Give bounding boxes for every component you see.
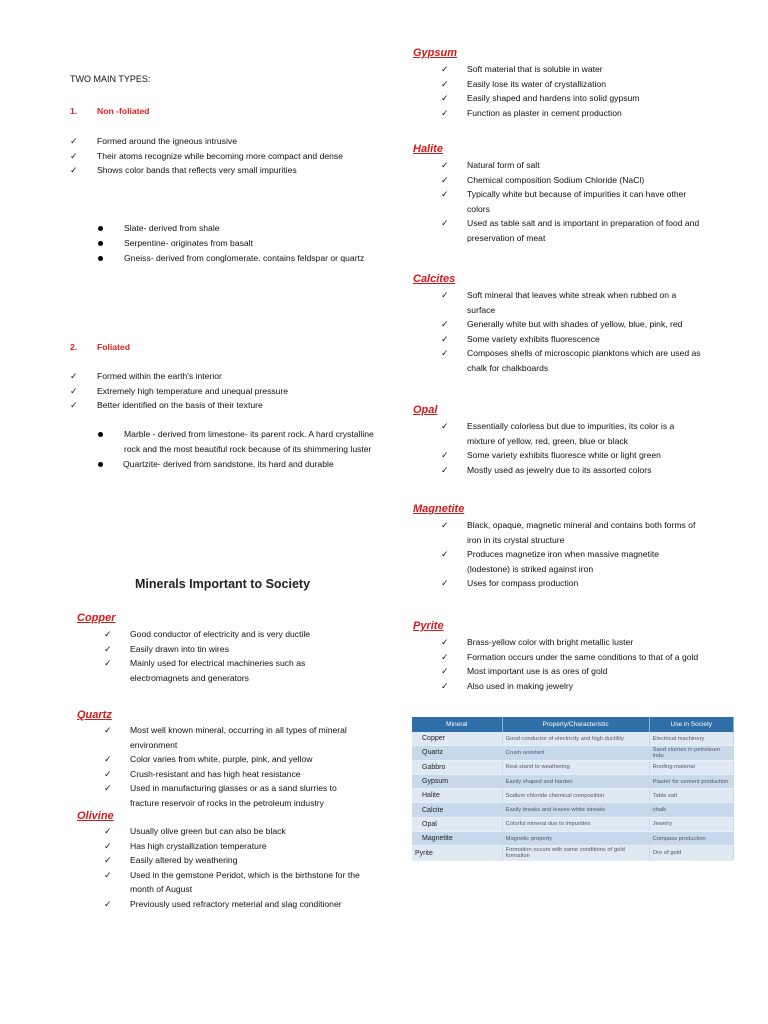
list-item-text: Used as table salt and is important in preparation of food and (467, 218, 700, 229)
minerals-section-title: Minerals Important to Society (135, 577, 311, 591)
table-cell: Calcite (412, 803, 502, 817)
table-cell: Magnetite (412, 832, 502, 846)
list-item-text: electromagnets and generators (130, 672, 249, 683)
table-cell: Crush resistant (502, 746, 649, 760)
list-item-text: Formed within the earth's interior (97, 371, 222, 381)
bullet-item-text: Quartzite- derived from sandstone, its hard and durable (123, 459, 334, 470)
list-item-text: Chemical composition Sodium Chloride (NaCl) (467, 174, 645, 185)
list-item-text: Easily altered by weathering (130, 855, 238, 866)
table-row (412, 832, 734, 846)
check-icon: ✓ (441, 651, 449, 662)
table-cell: Plaster for cement production (649, 774, 733, 788)
list-item-text: Has high crystallization temperature (130, 840, 267, 851)
table-cell: Gabbro (412, 760, 502, 774)
bullet-dot (98, 432, 103, 437)
list-item-text: Extremely high temperature and unequal pressure (97, 385, 289, 396)
halite-heading: Halite (413, 143, 443, 155)
list-item-text: chalk for chalkboards (467, 363, 549, 373)
table-header-cell: Mineral (412, 717, 502, 732)
list-item-text: Easily lose its water of crystallization (467, 78, 606, 89)
table-row (412, 846, 734, 860)
check-icon: ✓ (70, 165, 78, 176)
list-item-text: surface (467, 304, 496, 315)
check-icon: ✓ (441, 290, 449, 300)
list-item-text: Mainly used for electrical machineries such as (130, 658, 306, 669)
list-item-text: Their atoms recognize while becoming more compact and dense (97, 150, 344, 161)
table-row (412, 803, 734, 817)
list-item-text: mixture of yellow, red, green, blue or black (467, 435, 628, 446)
bullet-item-text: Slate- derived from shale (124, 223, 220, 233)
check-icon: ✓ (104, 783, 112, 794)
list-item-text: Composes shells of microscopic planktons which are used as (467, 348, 701, 359)
check-icon: ✓ (441, 174, 449, 185)
olivine-heading: Olivine (77, 810, 114, 822)
table-row (412, 817, 734, 831)
check-icon: ✓ (104, 725, 112, 735)
table-cell: Compass production (649, 832, 733, 846)
nonfoliated-number: 1. (70, 106, 78, 116)
check-icon: ✓ (70, 371, 78, 381)
table-cell: Easily shaped and harden (502, 774, 649, 788)
list-item-text: iron in its crystal structure (467, 534, 565, 545)
check-icon: ✓ (441, 78, 449, 89)
table-cell: Table salt (649, 789, 733, 803)
list-item-text: fracture reservoir of rocks in the petroleum industry (130, 798, 324, 808)
check-icon: ✓ (441, 464, 449, 475)
table-row (412, 774, 734, 788)
check-icon: ✓ (441, 421, 449, 431)
table-cell: Halite (412, 789, 502, 803)
table-cell: Formation occurs with same conditions of gold formation (502, 846, 649, 860)
check-icon: ✓ (441, 578, 449, 589)
list-item-text: Easily shaped and hardens into solid gypsum (467, 93, 640, 104)
check-icon: ✓ (441, 680, 449, 691)
opal-heading: Opal (413, 404, 438, 416)
table-cell: Good conductor of electricity and high ductility (502, 732, 649, 746)
check-icon: ✓ (441, 520, 449, 530)
list-item-text: Uses for compass production (467, 578, 579, 589)
check-icon: ✓ (70, 136, 78, 146)
list-item-text: Used in manufacturing glasses or as a sand slurries to (130, 783, 337, 794)
check-icon: ✓ (441, 160, 449, 170)
list-item-text: Natural form of salt (467, 160, 540, 170)
check-icon: ✓ (104, 826, 112, 836)
table-header-cell: Use in Society (649, 717, 733, 732)
table-cell: Pyrite (412, 846, 502, 860)
check-icon: ✓ (441, 348, 449, 359)
list-item-text: Essentially colorless but due to impurities, its color is a (467, 421, 675, 431)
bullet-dot (98, 241, 103, 246)
bullet-item-text: rock and the most beautiful rock because of its shimmering luster (124, 443, 372, 454)
list-item-text: (lodestone) is striked against iron (467, 563, 594, 574)
check-icon: ✓ (70, 150, 78, 161)
table-cell: Gypsum (412, 774, 502, 788)
list-item-text: Some variety exhibits fluorescence (467, 333, 600, 344)
table-row (412, 789, 734, 803)
list-item-text: Crush-resistant and has high heat resistance (130, 768, 301, 779)
table-cell: Copper (412, 732, 502, 746)
check-icon: ✓ (70, 385, 78, 396)
mineral-summary-table (412, 717, 734, 861)
check-icon: ✓ (441, 450, 449, 461)
list-item-text: Usually olive green but can also be black (130, 826, 286, 836)
table-cell: Sand slurries in petroleum indu (649, 746, 733, 760)
list-item-text: Color varies from white, purple, pink, and yellow (130, 754, 313, 765)
check-icon: ✓ (104, 869, 112, 880)
check-icon: ✓ (441, 637, 449, 647)
quartz-heading: Quartz (77, 709, 112, 721)
table-cell: Quartz (412, 746, 502, 760)
list-item-text: Produces magnetize iron when massive magnetite (467, 549, 660, 560)
list-item-text: colors (467, 203, 490, 214)
list-item-text: Also used in making jewelry (467, 680, 574, 691)
pyrite-heading: Pyrite (413, 620, 444, 632)
check-icon: ✓ (104, 899, 112, 909)
gypsum-heading: Gypsum (413, 47, 458, 59)
calcites-heading: Calcites (413, 273, 456, 285)
two-main-types-heading: TWO MAIN TYPES: (70, 74, 151, 84)
list-item-text: Previously used refractory meterial and slag conditioner (130, 899, 342, 909)
check-icon: ✓ (104, 840, 112, 851)
table-header-cell: Property/Characteristic (502, 717, 649, 732)
foliated-title: Foliated (97, 342, 130, 352)
table-cell: chalk (649, 803, 733, 817)
table-row (412, 746, 734, 760)
list-item-text: Better identified on the basis of their texture (97, 400, 263, 411)
bullet-dot (98, 462, 103, 467)
bullet-item-text: Marble - derived from limestone- its parent rock. A hard crystalline (124, 429, 374, 439)
check-icon: ✓ (104, 629, 112, 639)
table-row (412, 760, 734, 774)
table-cell: Jewelry (649, 817, 733, 831)
list-item-text: month of August (130, 884, 193, 895)
table-cell: Opal (412, 817, 502, 831)
check-icon: ✓ (104, 855, 112, 866)
list-item-text: Used in the gemstone Peridot, which is the birthstone for the (130, 869, 360, 880)
copper-heading: Copper (77, 612, 116, 624)
check-icon: ✓ (441, 666, 449, 677)
nonfoliated-title: Non -foliated (97, 106, 150, 116)
list-item-text: Most important use is as ores of gold (467, 666, 608, 677)
table-cell: Roofing material (649, 760, 733, 774)
table-cell: Ore of gold (649, 846, 733, 860)
bullet-dot (98, 226, 103, 231)
table-cell: Easily breaks and leaves white streaks (502, 803, 649, 817)
check-icon: ✓ (104, 658, 112, 669)
bullet-dot (98, 256, 103, 261)
list-item-text: Good conductor of electricity and is very ductile (130, 629, 311, 639)
list-item-text: Mostly used as jewelry due to its assorted colors (467, 464, 652, 475)
check-icon: ✓ (441, 107, 449, 118)
foliated-number: 2. (70, 342, 78, 352)
list-item-text: Soft material that is soluble in water (467, 64, 603, 74)
list-item-text: Most well known mineral, occurring in all types of mineral (130, 725, 347, 735)
check-icon: ✓ (441, 333, 449, 344)
list-item-text: Brass-yellow color with bright metallic luster (467, 637, 634, 647)
list-item-text: Easily drawn into tin wires (130, 643, 229, 654)
check-icon: ✓ (441, 549, 449, 560)
check-icon: ✓ (104, 643, 112, 654)
check-icon: ✓ (441, 218, 449, 229)
check-icon: ✓ (441, 93, 449, 104)
list-item-text: Some variety exhibits fluoresce white or light green (467, 450, 661, 461)
check-icon: ✓ (104, 754, 112, 765)
table-cell: Magnetic property (502, 832, 649, 846)
list-item-text: Formation occurs under the same conditions to that of a gold (467, 651, 699, 662)
list-item-text: environment (130, 739, 178, 750)
bullet-item-text: Serpentine- originates from basalt (124, 238, 253, 248)
check-icon: ✓ (441, 189, 449, 200)
table-cell: Colorful mineral due to impurities (502, 817, 649, 831)
table-cell: Real stand to weathering (502, 760, 649, 774)
list-item-text: Generally white but with shades of yellow, blue, pink, red (467, 319, 683, 330)
list-item-text: Typically white but because of impurities it can have other (467, 189, 687, 200)
check-icon: ✓ (441, 64, 449, 74)
list-item-text: Shows color bands that reflects very small impurities (97, 165, 297, 176)
check-icon: ✓ (104, 768, 112, 779)
check-icon: ✓ (441, 319, 449, 330)
table-row (412, 732, 734, 746)
table-cell: Electrical machinery (649, 732, 733, 746)
list-item-text: Formed around the igneous intrusive (97, 136, 237, 146)
list-item-text: Soft mineral that leaves white streak when rubbed on a (467, 290, 677, 300)
check-icon: ✓ (70, 400, 78, 411)
magnetite-heading: Magnetite (413, 503, 465, 515)
table-cell: Sodium chloride chemical composition (502, 789, 649, 803)
list-item-text: Black, opaque, magnetic mineral and contains both forms of (467, 520, 696, 530)
bullet-item-text: Gneiss- derived from conglomerate. contains feldspar or quartz (124, 253, 365, 263)
list-item-text: Function as plaster in cement production (467, 107, 622, 118)
list-item-text: preservation of meat (467, 233, 546, 243)
